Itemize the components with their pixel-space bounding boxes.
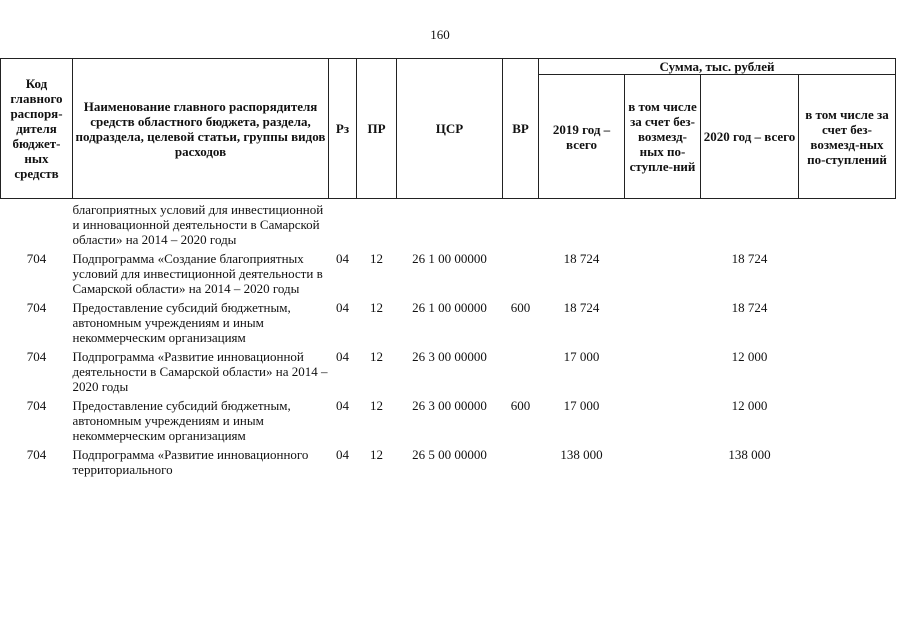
row-csr [397,199,503,248]
row-csr: 26 3 00 00000 [412,398,487,413]
col-header-pr: ПР [357,59,397,199]
row-2020-total [701,199,799,248]
row-vr [503,247,539,296]
table-header [1,59,896,199]
row-rz: 04 [336,447,349,462]
row-2019-grants [625,345,701,394]
row-2020-total: 12 000 [731,398,768,413]
row-vr [503,443,539,477]
row-vr [503,345,539,394]
table-row [1,247,896,296]
row-csr: 26 5 00 00000 [412,447,487,462]
row-csr: 26 1 00 00000 [412,300,487,315]
row-rz [329,199,357,248]
table-row [1,296,896,345]
row-code: 704 [26,447,47,462]
row-2020-total: 18 724 [731,300,768,315]
row-name: Предоставление субсидий бюджетным, автономным учреждениям и иным некоммерческим организациям [72,398,291,443]
row-2019-grants [625,199,701,248]
row-2020-total: 18 724 [731,251,768,266]
row-2020-grants [799,247,896,296]
row-2019-grants [625,247,701,296]
row-2019-grants [625,443,701,477]
row-rz: 04 [336,398,349,413]
row-code: 704 [26,349,47,364]
table-row [1,394,896,443]
row-csr: 26 1 00 00000 [412,251,487,266]
row-pr: 12 [370,251,383,266]
row-pr: 12 [370,349,383,364]
row-2019-total: 17 000 [563,349,600,364]
page-number: 160 [430,27,450,42]
row-2019-grants [625,394,701,443]
row-rz: 04 [336,300,349,315]
row-vr [503,199,539,248]
row-rz: 04 [336,349,349,364]
col-header-vr: ВР [503,59,539,199]
row-code: 704 [26,300,47,315]
col-header-code: Код главного распоря-дителя бюджет-ных средств [1,59,73,199]
row-2020-grants [799,394,896,443]
col-header-2019-grants: в том числе за счет без-возмезд-ных по-ступле-ний [625,75,701,199]
row-pr: 12 [370,447,383,462]
row-vr: 600 [510,398,531,413]
row-2019-total: 18 724 [563,251,600,266]
row-code: 704 [26,398,47,413]
col-header-2019-total: 2019 год – всего [539,75,625,199]
row-csr: 26 3 00 00000 [412,349,487,364]
col-header-csr: ЦСР [397,59,503,199]
row-2020-total: 12 000 [731,349,768,364]
row-2019-grants [625,296,701,345]
col-header-rz: Рз [329,59,357,199]
row-2019-total: 18 724 [563,300,600,315]
row-code: 704 [26,251,47,266]
col-header-sum: Сумма, тыс. рублей [539,59,896,75]
row-2019-total [539,199,625,248]
row-name: благоприятных условий для инвестиционной и инновационной деятельности в Самарской области» на 2014 – 2020 годы [72,202,324,247]
row-2020-total: 138 000 [728,447,771,462]
col-header-2020-total: 2020 год – всего [701,75,799,199]
row-2019-total: 17 000 [563,398,600,413]
col-header-2020-grants: в том числе за счет без-возмезд-ных по-ступлений [799,75,896,199]
budget-table [0,58,896,477]
table-row [1,345,896,394]
row-2020-grants [799,345,896,394]
table-row [1,443,896,477]
row-vr: 600 [510,300,531,315]
table-row [1,199,896,248]
row-name: Подпрограмма «Создание благоприятных условий для инвестиционной деятельности в Самарской области» на 2014 – 2020 годы [72,251,323,296]
row-pr: 12 [370,398,383,413]
row-name: Предоставление субсидий бюджетным, автономным учреждениям и иным некоммерческим организациям [72,300,291,345]
row-2020-grants [799,199,896,248]
row-code [1,199,73,248]
row-pr: 12 [370,300,383,315]
row-rz: 04 [336,251,349,266]
row-2020-grants [799,296,896,345]
row-2019-total: 138 000 [560,447,603,462]
col-header-name: Наименование главного распорядителя средств областного бюджета, раздела, подраздела, целевой статьи, группы видов расходов [73,59,329,199]
row-2020-grants [799,443,896,477]
table-body [1,199,896,478]
row-name: Подпрограмма «Развитие инновационного территориального [72,447,309,477]
row-name: Подпрограмма «Развитие инновационной деятельности в Самарской области» на 2014 – 2020 годы [72,349,328,394]
row-pr [357,199,397,248]
